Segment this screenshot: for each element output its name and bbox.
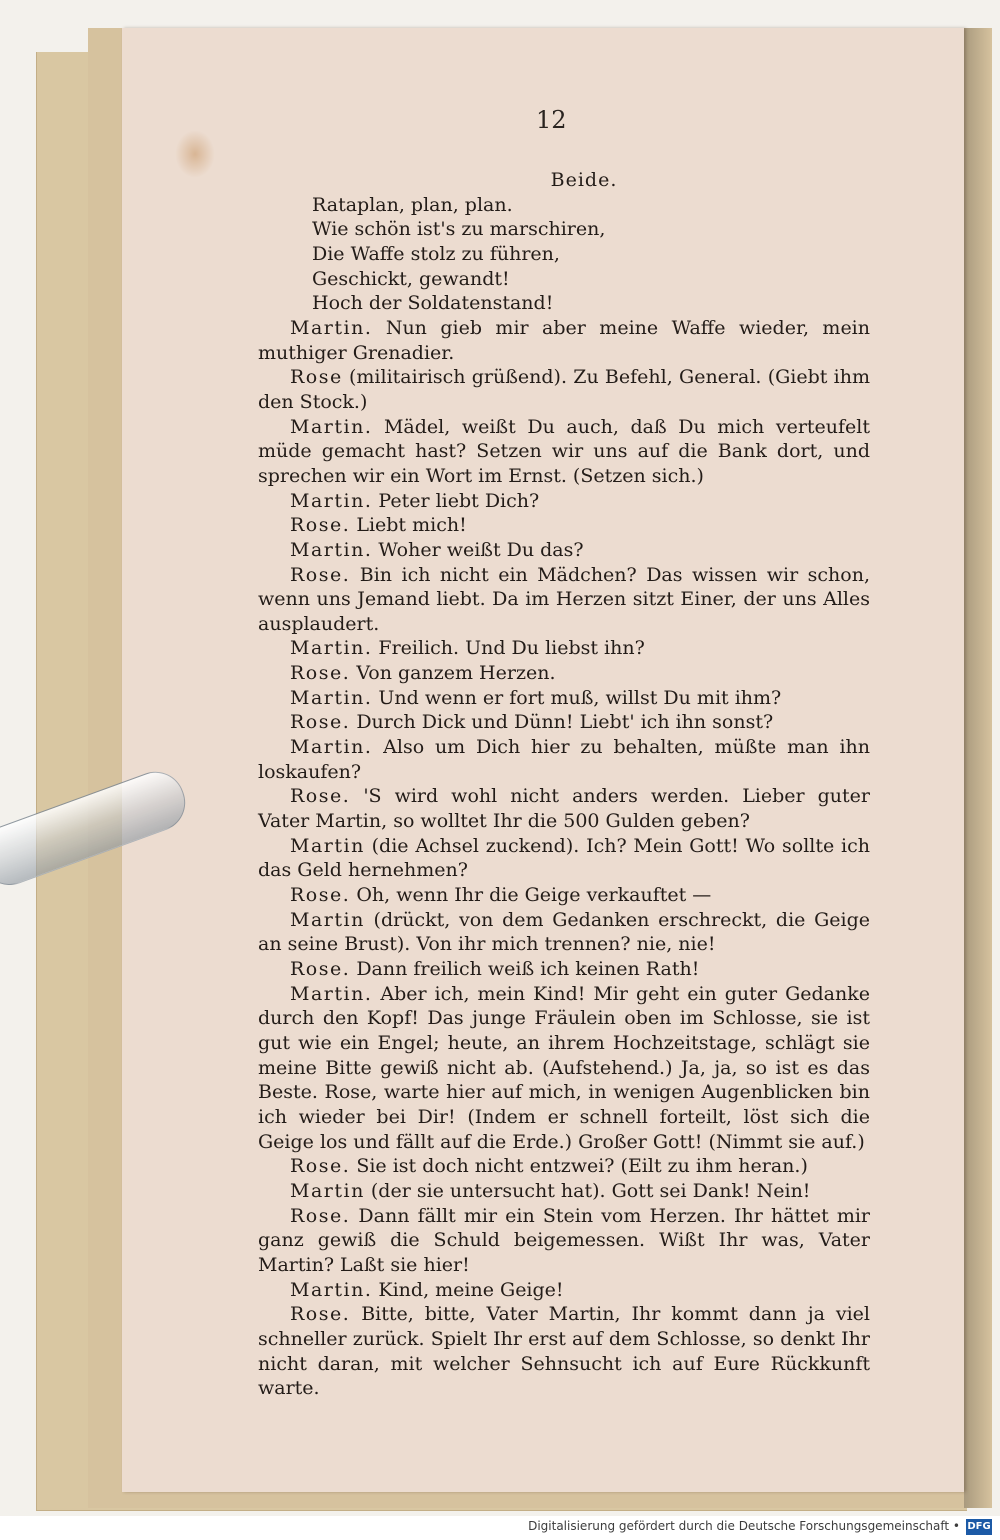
dialogue-line	[258, 1179, 870, 1204]
speaker-name: Rose.	[290, 884, 351, 907]
speaker-name: Martin.	[290, 316, 373, 339]
speaker-name: Martin.	[290, 686, 373, 709]
speaker-name: Martin.	[290, 489, 373, 512]
speaker-name: Martin	[290, 908, 365, 931]
paper-stain	[175, 130, 215, 178]
speaker-name: Rose.	[290, 563, 351, 586]
dialogue-line	[258, 489, 870, 514]
dialogue-line	[258, 1302, 870, 1401]
dialogue-line	[258, 908, 870, 957]
speaker-name: Martin.	[290, 538, 373, 561]
verse-line: Wie schön ist's zu marschiren,	[312, 218, 606, 241]
speaker-name: Rose.	[290, 662, 351, 685]
speaker-name: Martin.	[290, 982, 373, 1005]
page-edge	[964, 28, 992, 1508]
dialogue-text: Bitte, bitte, Vater Martin, Ihr kommt dann ja viel schneller zurück. Spielt Ihr erst auf dem Schlosse, so denkt Ihr nicht daran, mit welcher Sehnsucht ich auf Eure Rückkunft warte.	[258, 1303, 870, 1400]
dialogue-line	[258, 1278, 870, 1303]
dialogue-text: Liebt mich!	[356, 514, 467, 537]
dialogue-line	[258, 735, 870, 784]
speaker-name: Martin	[290, 834, 365, 857]
speaker-heading: Beide.	[550, 169, 618, 191]
dialogue-text: Dann freilich weiß ich keinen Rath!	[356, 958, 700, 980]
dialogue-text: Woher weißt Du das?	[378, 538, 584, 561]
dialogue-text: Also um Dich hier zu behalten, müßte man ihn loskaufen?	[258, 736, 870, 783]
dialogue-line	[258, 710, 870, 735]
dialogue-text: Kind, meine Geige!	[378, 1278, 564, 1301]
speaker-name: Rose.	[290, 785, 351, 808]
dialogue-text: Und wenn er fort muß, willst Du mit ihm?	[378, 686, 782, 709]
page-number: 12	[536, 106, 567, 134]
speaker-name: Rose.	[290, 711, 351, 734]
dfg-logo-icon: DFG	[966, 1519, 992, 1535]
dialogue-text: (drückt, von dem Gedanken erschreckt, die Geige an seine Brust). Von ihr mich trennen? nie, nie!	[258, 908, 871, 956]
dialogue-text: Freilich. Und Du liebst ihn?	[378, 637, 645, 660]
digitization-footer	[0, 1516, 1000, 1540]
dialogue-line	[258, 661, 870, 686]
dialogue-line	[258, 1204, 870, 1278]
footer-credit: Digitalisierung gefördert durch die Deutsche Forschungsgemeinschaft •	[528, 1519, 960, 1533]
dialogue-line	[258, 957, 870, 982]
dialogue-text: Dann fällt mir ein Stein vom Herzen. Ihr hättet mir ganz gewiß die Schuld beigemessen. Wißt Ihr was, Vater Martin? Laßt sie hier!	[258, 1204, 871, 1276]
dialogue-text: Peter liebt Dich?	[378, 489, 540, 512]
dialogue-text: (militairisch grüßend). Zu Befehl, General. (Giebt ihm den Stock.)	[258, 366, 870, 413]
speaker-name: Martin.	[290, 736, 373, 759]
page-text	[258, 168, 870, 1401]
verse-line: Hoch der Soldatenstand!	[312, 292, 554, 315]
dialogue-text: (der sie untersucht hat). Gott sei Dank! Nein!	[370, 1179, 811, 1202]
verse-line: Rataplan, plan, plan.	[312, 193, 513, 216]
dialogue-line	[258, 415, 870, 489]
dialogue-text: Sie ist doch nicht entzwei? (Eilt zu ihm heran.)	[356, 1155, 808, 1178]
dialogue-text: Von ganzem Herzen.	[356, 662, 556, 685]
dialogue-text: Bin ich nicht ein Mädchen? Das wissen wir schon, wenn uns Jemand liebt. Da im Herzen sitzt Einer, der uns Alles ausplaudert.	[258, 563, 870, 635]
speaker-name: Rose.	[290, 1155, 351, 1178]
dialogue-line	[258, 883, 870, 908]
dialogue-text: 'S wird wohl nicht anders werden. Lieber guter Vater Martin, so wolltet Ihr die 500 Gulden geben?	[258, 785, 870, 833]
dialogue-line	[258, 1154, 870, 1179]
dialogue-line	[258, 365, 870, 414]
speaker-name: Rose.	[290, 958, 351, 980]
song-verse	[258, 193, 870, 316]
dialogue-line	[258, 538, 870, 563]
speaker-name: Rose	[290, 366, 343, 389]
dialogue-text: (die Achsel zuckend). Ich? Mein Gott! Wo sollte ich das Geld hernehmen?	[258, 834, 870, 882]
dialogue-line	[258, 636, 870, 661]
speaker-name: Rose.	[290, 1204, 351, 1227]
speaker-name: Martin	[290, 1179, 365, 1202]
speaker-name: Martin.	[290, 1278, 373, 1301]
dialogue-line	[258, 513, 870, 538]
speaker-name: Rose.	[290, 1303, 351, 1326]
verse-line: Geschickt, gewandt!	[312, 267, 510, 290]
speaker-name: Martin.	[290, 415, 373, 438]
speaker-name: Martin.	[290, 637, 373, 660]
dialogue-line	[258, 982, 870, 1155]
speaker-name: Rose.	[290, 514, 351, 537]
dialogue-text: Mädel, weißt Du auch, daß Du mich verteufelt müde gemacht hast? Setzen wir uns auf die Bank dort, und sprechen wir ein Wort im Ernst. (Setzen sich.)	[258, 415, 871, 487]
dialogue-text: Nun gieb mir aber meine Waffe wieder, mein muthiger Grenadier.	[258, 316, 870, 364]
dialogue-line	[258, 316, 870, 365]
dialogue-text: Aber ich, mein Kind! Mir geht ein guter Gedanke durch den Kopf! Das junge Fräulein oben im Schlosse, sie ist gut wie ein Engel; heute, an ihrem Hochzeitstage, schlägt sie meine Bitte gewiß nicht ab. (Aufstehend.) Ja, ja, so ist es das Beste. Rose, warte hier auf mich, in wenigen Augenblicken bin ich wieder bei Dir! (Indem er schnell forteilt, löst sich die Geige los und fällt auf die Erde.) Großer Gott! (Nimmt sie auf.)	[258, 982, 870, 1153]
dialogue-line	[258, 686, 870, 711]
dialogue-line	[258, 834, 870, 883]
dialogue-line	[258, 784, 870, 833]
dialogue-text: Oh, wenn Ihr die Geige verkauftet —	[356, 884, 712, 907]
dialogue-line	[258, 563, 870, 637]
dialogue-text: Durch Dick und Dünn! Liebt' ich ihn sonst?	[356, 711, 774, 734]
verse-line: Die Waffe stolz zu führen,	[312, 242, 560, 265]
